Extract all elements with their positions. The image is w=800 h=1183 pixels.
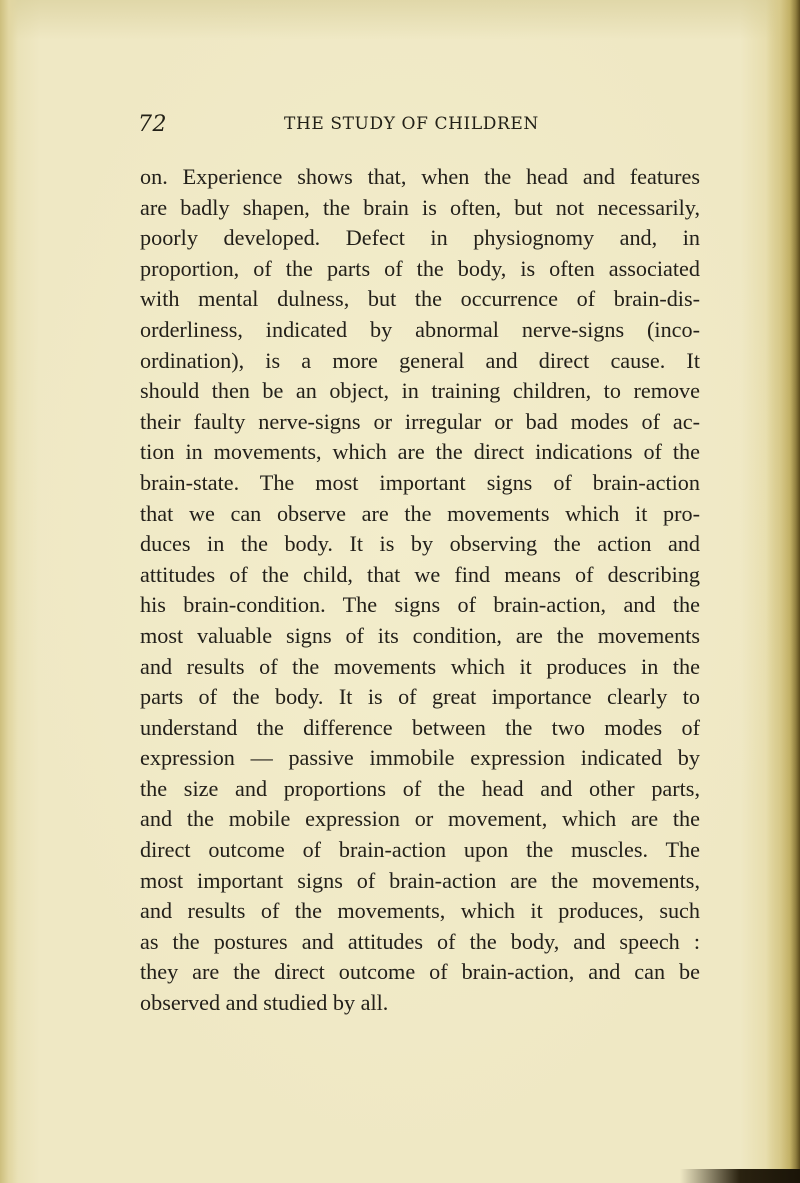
text-line: are badly shapen, the brain is often, but not necessarily, [140, 194, 700, 220]
text-line: attitudes of the child, that we find means of describing [140, 561, 700, 587]
text-line: and results of the movements, which it produces, such [140, 898, 700, 924]
text-line: ordination), is a more general and direct cause. It [140, 347, 700, 373]
text-line: and results of the movements which it produces in the [140, 653, 700, 679]
page-right-edge [766, 0, 800, 1183]
text-line: duces in the body. It is by observing the action and [140, 531, 700, 557]
text-line: brain-state. The most important signs of brain-action [140, 469, 700, 495]
text-line: most important signs of brain-action are the movements, [140, 867, 700, 893]
running-header [138, 112, 738, 142]
text-line: proportion, of the parts of the body, is often associated [140, 255, 700, 281]
text-line: tion in movements, which are the direct indications of the [140, 439, 700, 465]
page-bottom-corner-shadow [680, 1169, 800, 1183]
text-line: parts of the body. It is of great importance clearly to [140, 684, 700, 710]
text-line: that we can observe are the movements which it pro- [140, 500, 700, 526]
text-line: most valuable signs of its condition, are the movements [140, 622, 700, 648]
text-line: they are the direct outcome of brain-action, and can be [140, 959, 700, 985]
page-number: 72 [138, 112, 167, 137]
text-line: with mental dulness, but the occurrence of brain-dis- [140, 286, 700, 312]
text-line: and the mobile expression or movement, which are the [140, 806, 700, 832]
text-line: expression — passive immobile expression indicated by [140, 745, 700, 771]
text-line: direct outcome of brain-action upon the muscles. The [140, 837, 700, 863]
text-line: understand the difference between the two modes of [140, 714, 700, 740]
text-line: the size and proportions of the head and other parts, [140, 775, 700, 801]
text-line: should then be an object, in training children, to remove [140, 378, 700, 404]
body-paragraph [140, 162, 700, 1019]
text-line: his brain-condition. The signs of brain-action, and the [140, 592, 700, 618]
text-line: on. Experience shows that, when the head and features [140, 164, 700, 189]
text-line: as the postures and attitudes of the body, and speech : [140, 928, 700, 954]
text-line: observed and studied by all. [140, 990, 389, 1016]
page-top-shading [0, 0, 800, 40]
page-left-edge [0, 0, 18, 1183]
text-line: poorly developed. Defect in physiognomy and, in [140, 225, 700, 251]
text-line: orderliness, indicated by abnormal nerve-signs (inco- [140, 316, 700, 342]
running-title: THE STUDY OF CHILDREN [284, 114, 539, 134]
text-line: their faulty nerve-signs or irregular or bad modes of ac- [140, 408, 700, 434]
